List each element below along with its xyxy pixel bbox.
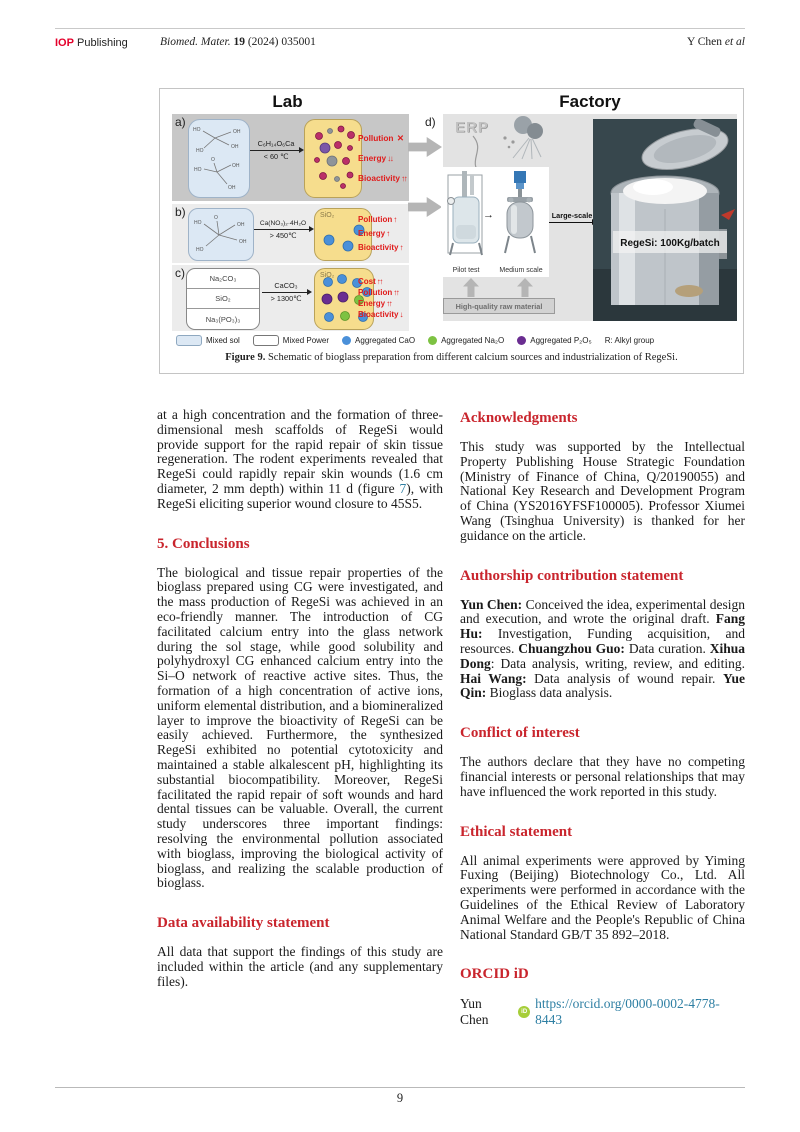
aggregate-dots-a	[305, 120, 361, 197]
svg-text:OH: OH	[233, 129, 241, 135]
stack-item: Na₃(PO₃)₃	[205, 314, 241, 324]
ethical-paragraph: All animal experiments were approved by Yiming Fuxing (Beijing) Biotechnology Co., Ltd. All experiments were performed in accordance with the Guidelines of the Ethical Review of Laboratory Animal Welfare and the People's Republic of China National Standard GB/T 35 892–2018.	[460, 852, 745, 942]
publisher-logo	[55, 37, 128, 49]
continuation-paragraph: at a high concentration and the formation of three-dimensional mesh scaffolds of RegeSi would provide support for the rapid repair of skin tissue regeneration. The rodent experiments revealed that RegeSi could rapidly repair skin wounds (1.6 cm diameter, 2 mm depth) within 11 d (figure 7), with RegeSi eliciting superior wound closure to 45S5.	[157, 407, 444, 511]
figure-caption-text: Schematic of bioglass preparation from different calcium sources and industrialization of RegeSi.	[265, 352, 678, 363]
outcome-label: Bioactivity	[358, 243, 399, 252]
orcid-heading: ORCID iD	[460, 966, 529, 983]
outcome-mark: ↑↑	[393, 288, 399, 297]
lab-to-factory-arrow	[408, 137, 442, 157]
mixed-powder-stack	[186, 268, 260, 330]
figure-canvas	[160, 89, 743, 373]
mixed-sol-box-a	[188, 119, 250, 198]
outcome-mark: ↑	[393, 215, 396, 224]
running-author	[687, 36, 745, 48]
large-scale-label: Large-scale	[551, 211, 593, 220]
pilot-reactor-photo	[446, 171, 486, 259]
factory-vessel-photo	[593, 119, 737, 321]
mixed-sol-box-b	[188, 208, 254, 261]
lab-to-factory-arrow	[408, 197, 442, 217]
conflict-paragraph: The authors declare that they have no competing financial interests or personal relationships that may have influenced the work reported in this study.	[460, 754, 745, 799]
product-label-b: SiO₂	[320, 212, 335, 219]
figure-caption	[160, 352, 743, 363]
data-availability-paragraph: All data that support the findings of this study are included within the article (and any supplementary files).	[157, 944, 443, 989]
iop-logo-text: IOP	[55, 37, 74, 49]
legend-label: Mixed sol	[206, 336, 240, 345]
reagent-a: C₆H₁₄O₆Ca	[257, 139, 295, 148]
condition-b: > 450℃	[269, 231, 297, 240]
raw-material-arrow	[463, 278, 479, 297]
ethical-heading: Ethical statement	[460, 823, 573, 840]
large-scale-arrow	[549, 222, 595, 223]
lab-section-title: Lab	[272, 92, 303, 111]
outcome-mark: ↓↓	[387, 152, 393, 163]
svg-text:HO: HO	[194, 167, 202, 173]
reagent-c: CaCO₃	[274, 281, 298, 290]
conclusions-paragraph: The biological and tissue repair properties of the bioglass prepared using CG were investigated, and the mass production of RegeSi was achieved in an eco-friendly manner. The introduction of CG facilitated calcium entry into the glass network during the sol stage, while good solubility and polyhydroxyl CG enhanced calcium entry into the Si–O network of reactive active sites. Thus, the formation of a high concentration of active ions, uniform elemental distribution, and a biomineralized layer to improve the bioactivity of RegeSi can be easily achieved. Furthermore, the synthesized RegeSi exhibited no potential cytotoxicity and maintained a stable alkalescent pH, highlighting its substantial biocompatibility. Moreover, RegeSi facilitated the rapid repair of soft wounds and hard dental tissues can be valuable. Overall, the current study underscores three important findings: resolving the environmental pollution associated with bioglass, improving the biological activity of bioglass, and realizing the scalable production of bioglass.	[157, 564, 443, 891]
condition-a: < 60 ℃	[263, 152, 289, 161]
mixed-powder-swatch	[253, 335, 279, 346]
sprayer-icon	[505, 114, 553, 160]
reaction-c	[262, 281, 310, 303]
legend-item	[342, 336, 415, 345]
large-scale-step	[549, 211, 595, 223]
legend-label: Aggregated P₂O₅	[530, 336, 592, 345]
legend-label: R: Alkyl group	[604, 336, 655, 345]
panel-c	[172, 265, 409, 331]
journal-volume: 19	[233, 36, 245, 48]
outcome-label: Energy	[358, 152, 387, 163]
orcid-author-name: Yun Chen	[460, 996, 489, 1028]
reaction-b	[254, 220, 312, 240]
svg-text:HO: HO	[196, 247, 204, 253]
legend-label: Aggregated Na₂O	[441, 336, 505, 345]
svg-text:OH: OH	[239, 239, 247, 245]
svg-text:OH: OH	[232, 163, 240, 169]
raw-material-label: High-quality raw material	[443, 298, 555, 314]
conclusions-heading: 5. Conclusions	[157, 535, 250, 552]
figure-legend	[176, 335, 736, 346]
na2o-dot-icon	[428, 336, 437, 345]
left-column	[157, 408, 443, 994]
medium-reactor-photo	[499, 171, 541, 259]
reaction-arrow-b	[254, 229, 312, 230]
outcome-label: Cost	[358, 277, 376, 286]
author-etal: et al	[724, 36, 745, 48]
outcome-label: Bioactivity	[358, 310, 399, 319]
molecule-drawing-a	[189, 120, 249, 197]
orcid-entry	[460, 996, 745, 1028]
journal-citation	[160, 36, 316, 48]
panel-a-label: a)	[175, 115, 186, 129]
figure-caption-tag: Figure 9.	[225, 352, 266, 363]
legend-item	[176, 335, 240, 346]
panel-a-outcomes	[358, 114, 409, 201]
stack-item: Na₂CO₃	[187, 269, 259, 289]
outcome-mark: ✕	[396, 132, 403, 143]
page-header	[55, 28, 745, 55]
panel-b	[172, 204, 409, 263]
factory-panel	[443, 114, 737, 321]
reaction-a	[250, 139, 302, 161]
conflict-heading: Conflict of interest	[460, 725, 580, 742]
panel-b-label: b)	[175, 205, 186, 219]
panel-a	[172, 114, 409, 201]
legend-item	[517, 336, 591, 345]
author-name: Y Chen	[686, 36, 725, 48]
page-number: 9	[396, 1091, 404, 1105]
raw-material-arrow	[517, 278, 533, 297]
journal-issue: (2024) 035001	[244, 36, 316, 48]
inline-figure-link[interactable]: 7	[399, 480, 407, 496]
outcome-mark: ↓	[399, 310, 402, 319]
outcome-mark: ↑	[399, 243, 402, 252]
footer-rule	[55, 1087, 745, 1088]
figure-9	[159, 88, 744, 374]
panel-c-outcomes	[358, 265, 409, 331]
pilot-to-medium-arrow: →	[483, 209, 494, 221]
stack-item: SiO₂	[187, 289, 259, 309]
reagent-b: Ca(NO₃)₂·4H₂O	[259, 220, 307, 227]
condition-c: > 1300℃	[270, 294, 302, 303]
panel-d-label: d)	[425, 115, 436, 129]
authorship-heading: Authorship contribution statement	[460, 567, 684, 584]
svg-text:O: O	[211, 157, 215, 163]
medium-scale-label: Medium scale	[499, 267, 543, 274]
acknowledgments-heading: Acknowledgments	[460, 410, 578, 426]
outcome-mark: ↑↑	[386, 299, 392, 308]
outcome-label: Energy	[358, 229, 386, 238]
svg-text:OH: OH	[231, 144, 239, 150]
outcome-mark: ↑↑	[400, 172, 407, 183]
legend-item	[605, 336, 654, 345]
orcid-url-link[interactable]: https://orcid.org/0000-0002-4778-8443	[535, 996, 720, 1028]
factory-section-title: Factory	[559, 92, 621, 111]
product-label-c: SiO₂	[320, 272, 335, 279]
publisher-name: Publishing	[73, 37, 128, 49]
right-column	[460, 408, 745, 1028]
outcome-label: Pollution	[358, 215, 393, 224]
svg-text:O: O	[214, 215, 218, 221]
batch-size-label: RegeSi: 100Kg/batch	[620, 238, 720, 249]
p2o5-dot-icon	[517, 336, 526, 345]
product-box-a	[304, 119, 362, 198]
outcome-mark: ↑	[386, 229, 389, 238]
orcid-icon: iD	[518, 1006, 530, 1018]
svg-text:HO: HO	[193, 127, 201, 133]
data-availability-heading: Data availability statement	[157, 915, 330, 932]
outcome-label: Energy	[358, 299, 386, 308]
legend-label: Aggregated CaO	[355, 336, 416, 345]
molecule-drawing-b	[189, 209, 253, 260]
panel-b-outcomes	[358, 204, 409, 263]
outcome-label: Pollution	[358, 132, 394, 143]
outcome-label: Pollution	[358, 288, 393, 297]
mixed-sol-swatch	[176, 335, 202, 346]
svg-text:OH: OH	[237, 222, 245, 228]
outcome-label: Bioactivity	[358, 172, 400, 183]
svg-text:HO: HO	[194, 220, 202, 226]
outcome-mark: ↑↑	[376, 277, 382, 286]
reaction-arrow-a	[250, 150, 302, 151]
scaleup-photos-box	[441, 167, 549, 277]
cao-dot-icon	[342, 336, 351, 345]
panel-c-label: c)	[175, 266, 185, 280]
authorship-paragraph: Yun Chen: Conceived the idea, experimental design and execution, and wrote the original draft. Fang Hu: Investigation, Funding acquisition, and resources. Chuangzhou Guo: Data curation. Xihua Dong: Data analysis, writing, review, and editing. Hai Wang: Data analysis of wound repair. Yue Qin: Bioglass data analysis.	[460, 596, 746, 701]
erp-label: ERP	[455, 119, 489, 136]
journal-name: Biomed. Mater.	[160, 36, 234, 48]
svg-text:HO: HO	[196, 148, 204, 154]
acknowledgments-paragraph: This study was supported by the Intellectual Property Publishing House Strategic Foundation (Ministry of Finance of China, Q/20190055) and National Key Research and Development Program of China (YS2016YFSF100005). Professor Xiumei Wang (Tsinghua University) is thanked for her guidance on the article.	[460, 439, 745, 543]
svg-text:OH: OH	[228, 185, 236, 191]
pilot-test-label: Pilot test	[452, 267, 480, 274]
legend-item	[253, 335, 329, 346]
reaction-arrow-c	[262, 292, 310, 293]
legend-item	[428, 336, 504, 345]
legend-label: Mixed Power	[282, 336, 330, 345]
